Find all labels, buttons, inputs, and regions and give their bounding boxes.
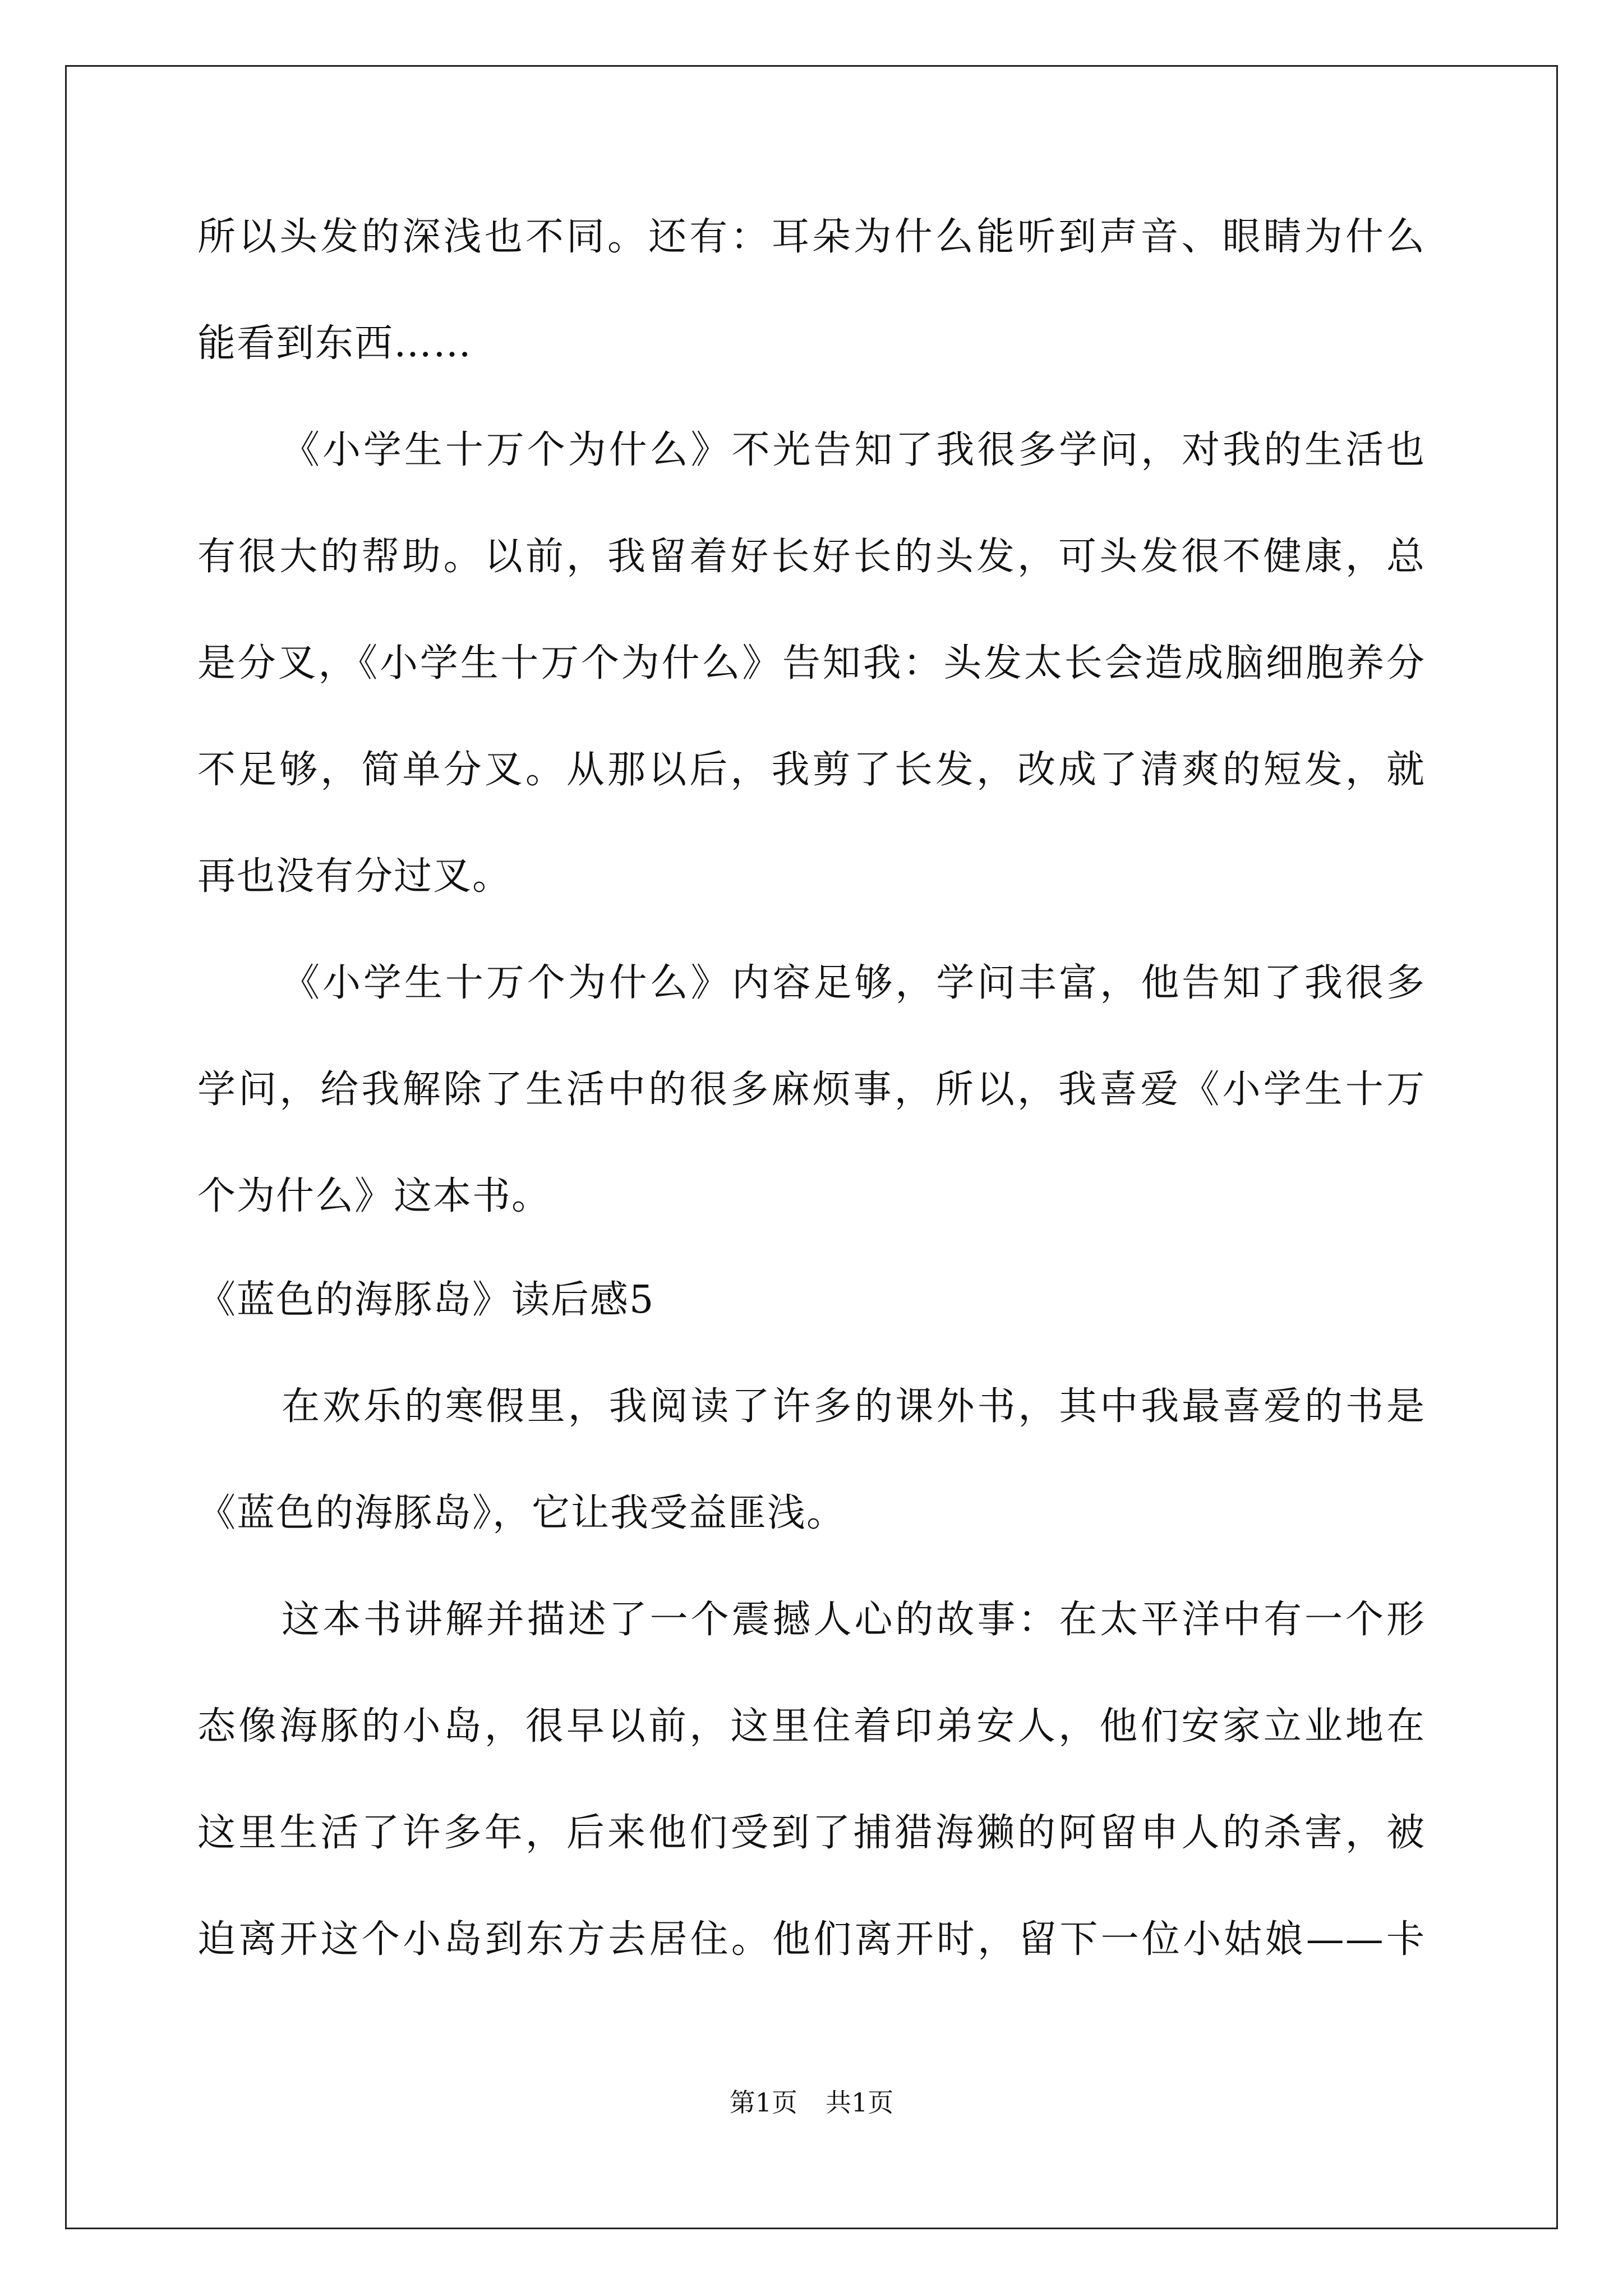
text-line: 这本书讲解并描述了一个震撼人心的故事：在太平洋中有一个形	[282, 1598, 1426, 1642]
page-footer	[0, 2086, 1623, 2119]
text-line: 在欢乐的寒假里，我阅读了许多的课外书，其中我最喜爱的书是	[282, 1384, 1426, 1429]
section-heading: 《蓝色的海豚岛》读后感5	[197, 1278, 655, 1322]
text-line: 《小学生十万个为什么》内容足够，学问丰富，他告知了我很多	[282, 961, 1426, 1005]
page-border	[65, 65, 1558, 2229]
text-line: 态像海豚的小岛，很早以前，这里住着印弟安人，他们安家立业地在	[197, 1704, 1426, 1749]
text-line: 再也没有分过叉。	[197, 854, 512, 899]
text-line: 这里生活了许多年，后来他们受到了捕猎海獭的阿留申人的杀害，被	[197, 1811, 1426, 1855]
text-line: 迫离开这个小岛到东方去居住。他们离开时，留下一位小姑娘——卡	[197, 1917, 1426, 1962]
text-line: 个为什么》这本书。	[197, 1174, 551, 1218]
text-line: 有很大的帮助。以前，我留着好长好长的头发，可头发很不健康，总	[197, 535, 1426, 579]
text-line: 所以头发的深浅也不同。还有：耳朵为什么能听到声音、眼睛为什么	[197, 215, 1426, 259]
text-line: 不足够，简单分叉。从那以后，我剪了长发，改成了清爽的短发，就	[197, 748, 1426, 792]
text-line: 能看到东西……	[197, 321, 473, 366]
text-line: 《蓝色的海豚岛》，它让我受益匪浅。	[197, 1491, 846, 1535]
page-number: 第1页	[729, 2087, 797, 2118]
page-total: 共1页	[826, 2087, 894, 2118]
text-line: 学问，给我解除了生活中的很多麻烦事，所以，我喜爱《小学生十万	[197, 1068, 1426, 1112]
text-line: 是分叉，《小学生十万个为什么》告知我：头发太长会造成脑细胞养分	[197, 641, 1426, 685]
text-line: 《小学生十万个为什么》不光告知了我很多学问，对我的生活也	[282, 428, 1426, 472]
